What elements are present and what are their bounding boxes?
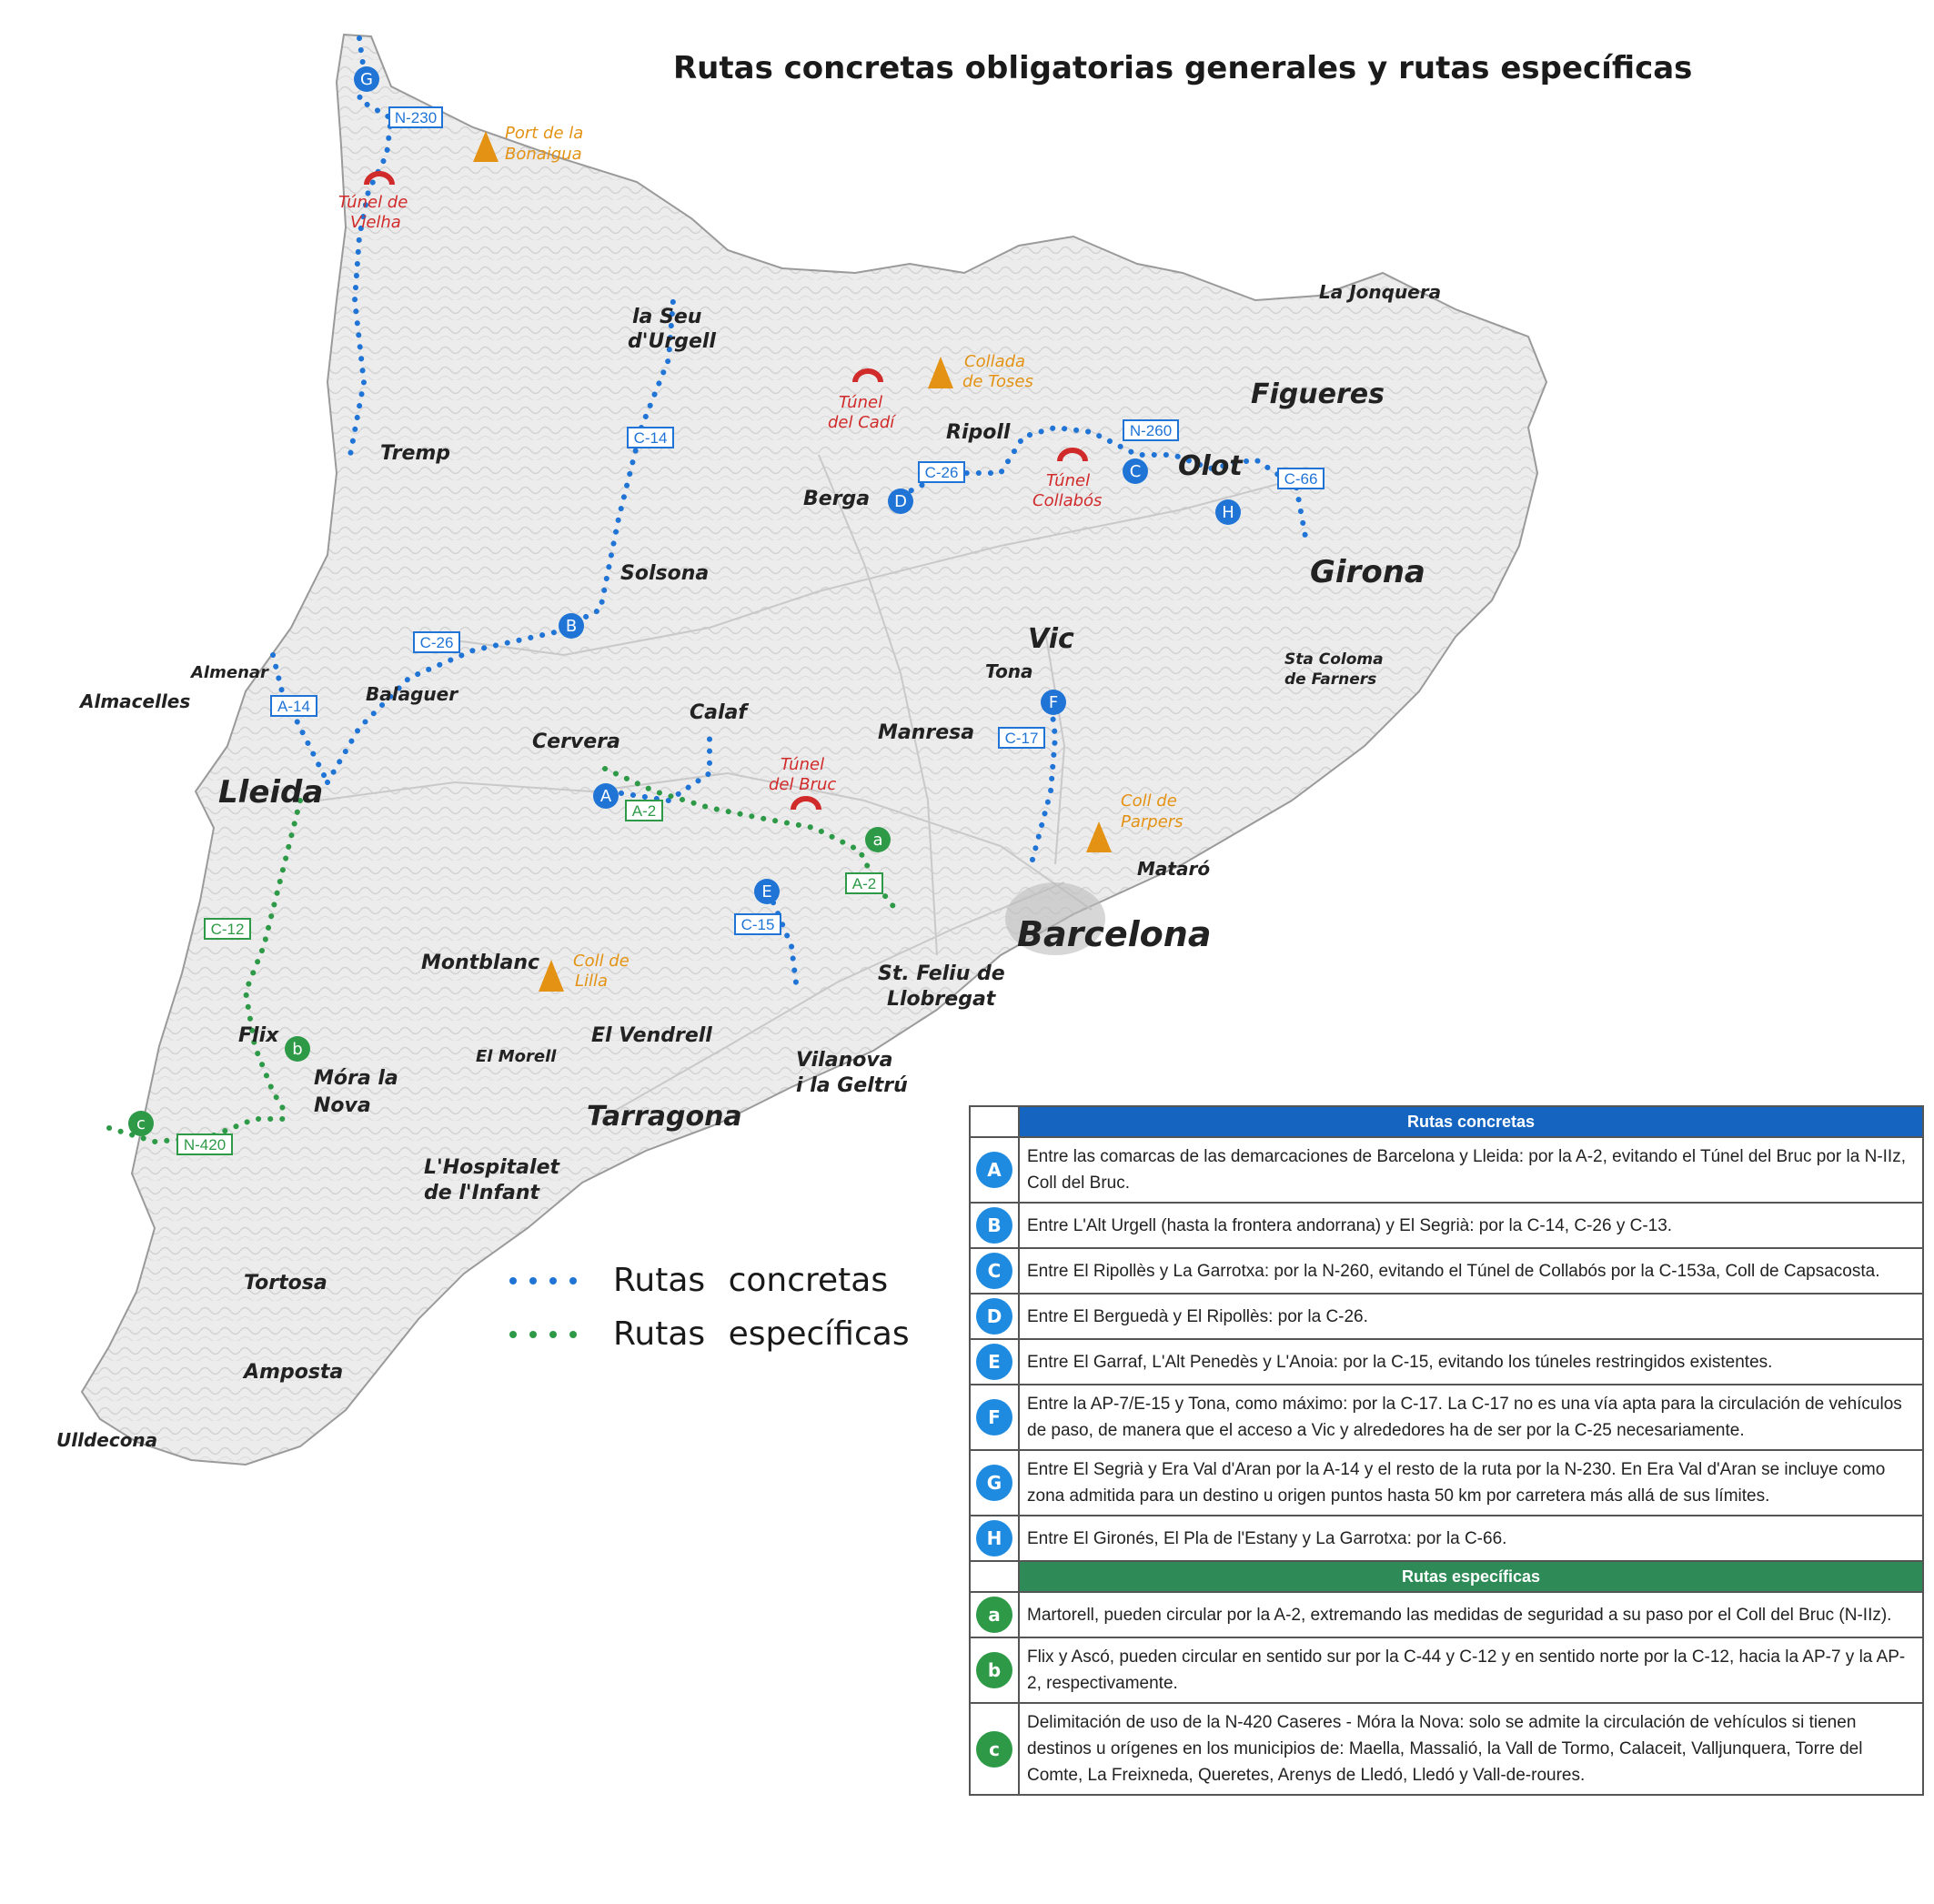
svg-text:D: D xyxy=(894,492,907,511)
shield-c17 xyxy=(999,728,1044,748)
badge-cell xyxy=(970,1516,1019,1561)
table-header-concretas-label: Rutas concretas xyxy=(1019,1106,1923,1137)
label-st-feliu-1: St. Feliu de xyxy=(878,962,1005,985)
table-header-concretas xyxy=(970,1106,1923,1137)
map-badge-b xyxy=(285,1036,310,1062)
shield-c12 xyxy=(205,919,250,939)
svg-text:Collabós: Collabós xyxy=(1032,491,1103,510)
label-mora-2: Nova xyxy=(314,1094,371,1117)
route-badge: a xyxy=(976,1597,1012,1633)
label-figueres: Figueres xyxy=(1251,378,1385,410)
svg-text:N-420: N-420 xyxy=(183,1136,227,1153)
table-row xyxy=(970,1450,1923,1516)
label-ripoll: Ripoll xyxy=(946,421,1011,444)
route-description: Flix y Ascó, pueden circular en sentido sur por la C-44 y C-12 y en sentido norte por la C-12, hacia la AP-7 y la AP-2, respectivamente. xyxy=(1019,1637,1923,1703)
label-amposta: Amposta xyxy=(244,1361,344,1384)
shield-a2-a xyxy=(626,801,662,821)
svg-text:Collada: Collada xyxy=(964,352,1026,371)
map-badge-a xyxy=(865,827,891,852)
svg-text:C-17: C-17 xyxy=(1004,730,1039,747)
label-montblanc: Montblanc xyxy=(421,952,540,974)
svg-text:A-2: A-2 xyxy=(851,875,877,892)
label-almenar: Almenar xyxy=(191,663,268,682)
table-row xyxy=(970,1385,1923,1450)
label-el-vendrell: El Vendrell xyxy=(591,1024,712,1047)
map-badge-H xyxy=(1215,499,1241,525)
badge-cell xyxy=(970,1592,1019,1637)
route-description: Entre El Garraf, L'Alt Penedès y L'Anoia: por la C-15, evitando los túneles restringidos existentes. xyxy=(1019,1339,1923,1385)
shield-c26-b xyxy=(414,632,459,652)
label-el-morell: El Morell xyxy=(476,1047,557,1066)
label-vilanova-1: Vilanova xyxy=(796,1049,893,1072)
label-olot: Olot xyxy=(1178,450,1243,482)
label-tremp: Tremp xyxy=(380,442,451,465)
svg-text:C-14: C-14 xyxy=(633,429,668,447)
table-row xyxy=(970,1294,1923,1339)
label-la-seu-2: d'Urgell xyxy=(628,330,716,353)
label-mataro: Mataró xyxy=(1137,858,1211,880)
svg-text:a: a xyxy=(872,831,883,850)
label-cervera: Cervera xyxy=(532,730,620,753)
table-row xyxy=(970,1339,1923,1385)
svg-text:C-66: C-66 xyxy=(1284,470,1318,488)
svg-text:del Cadí: del Cadí xyxy=(828,413,895,432)
svg-text:A: A xyxy=(599,787,612,806)
label-hospitalet-2: de l'Infant xyxy=(424,1182,540,1204)
label-mora-1: Móra la xyxy=(314,1067,398,1090)
route-badge: F xyxy=(976,1399,1012,1436)
label-ulldecona: Ulldecona xyxy=(56,1429,158,1451)
route-badge: D xyxy=(976,1298,1012,1335)
label-almacelles: Almacelles xyxy=(80,690,191,712)
route-description: Entre L'Alt Urgell (hasta la frontera andorrana) y El Segrià: por la C-14, C-26 y C-13. xyxy=(1019,1203,1923,1248)
label-sta-coloma-1: Sta Coloma xyxy=(1284,650,1384,669)
route-badge: c xyxy=(976,1731,1012,1768)
svg-text:Port de la: Port de la xyxy=(505,124,584,143)
svg-text:C-12: C-12 xyxy=(210,921,245,938)
label-calaf: Calaf xyxy=(690,701,747,724)
routes-table xyxy=(969,1105,1924,1796)
label-la-seu-1: la Seu xyxy=(632,306,702,328)
badge-cell xyxy=(970,1203,1019,1248)
svg-text:Vielha: Vielha xyxy=(350,213,401,232)
legend-concretas-dots xyxy=(509,1277,577,1284)
svg-text:G: G xyxy=(360,70,373,89)
shield-n260 xyxy=(1123,420,1178,440)
svg-text:Bonaigua: Bonaigua xyxy=(505,145,582,164)
svg-text:b: b xyxy=(292,1040,303,1059)
label-solsona: Solsona xyxy=(620,562,710,585)
svg-text:C-26: C-26 xyxy=(419,634,454,651)
badge-cell xyxy=(970,1637,1019,1703)
label-balaguer: Balaguer xyxy=(366,683,458,705)
route-description: Entre El Ripollès y La Garrotxa: por la N-260, evitando el Túnel de Collabós por la C-153a, Coll de Capsacosta. xyxy=(1019,1248,1923,1294)
shield-c15 xyxy=(735,914,781,934)
badge-cell xyxy=(970,1385,1019,1450)
label-st-feliu-2: Llobregat xyxy=(887,988,996,1011)
table-header-especificas xyxy=(970,1561,1923,1592)
map-badge-G xyxy=(354,66,379,92)
map-badge-A xyxy=(593,783,619,809)
shield-a14 xyxy=(271,696,317,716)
route-badge: H xyxy=(976,1520,1012,1556)
map-title: Rutas concretas obligatorias generales y rutas específicas xyxy=(673,50,1693,86)
svg-text:Lilla: Lilla xyxy=(575,972,609,991)
legend-concretas xyxy=(509,1262,888,1299)
table-row xyxy=(970,1637,1923,1703)
map-badge-B xyxy=(559,613,584,639)
label-tortosa: Tortosa xyxy=(244,1272,327,1295)
label-hospitalet-1: L'Hospitalet xyxy=(424,1156,560,1179)
svg-text:del Bruc: del Bruc xyxy=(769,775,837,794)
svg-text:Parpers: Parpers xyxy=(1121,812,1184,831)
label-girona: Girona xyxy=(1310,554,1425,590)
svg-text:N-260: N-260 xyxy=(1129,422,1173,439)
label-flix: Flix xyxy=(238,1024,279,1047)
label-tona: Tona xyxy=(985,660,1033,682)
svg-text:Túnel de: Túnel de xyxy=(338,193,408,212)
legend-especificas-label: Rutas específicas xyxy=(613,1315,910,1353)
table-row xyxy=(970,1203,1923,1248)
label-barcelona: Barcelona xyxy=(1017,914,1212,954)
table-row xyxy=(970,1703,1923,1795)
route-description: Entre la AP-7/E-15 y Tona, como máximo: por la C-17. La C-17 no es una vía apta para la circulación de vehículos de paso, de manera que el acceso a Vic y alrededores ha de ser por la C-25 necesariamente. xyxy=(1019,1385,1923,1450)
table-row xyxy=(970,1248,1923,1294)
svg-text:Túnel: Túnel xyxy=(839,393,883,412)
legend-concretas-label: Rutas concretas xyxy=(613,1262,889,1299)
route-description: Entre las comarcas de las demarcaciones de Barcelona y Lleida: por la A-2, evitando el Túnel del Bruc por la N-IIz, Coll del Bruc. xyxy=(1019,1137,1923,1203)
badge-cell xyxy=(970,1294,1019,1339)
svg-text:A-14: A-14 xyxy=(277,698,310,715)
shield-n230 xyxy=(389,107,442,127)
shield-n420 xyxy=(177,1134,232,1154)
label-vic: Vic xyxy=(1028,623,1074,655)
table-row xyxy=(970,1137,1923,1203)
badge-cell xyxy=(970,1248,1019,1294)
route-badge: G xyxy=(976,1465,1012,1501)
route-description: Entre El Berguedà y El Ripollès: por la C-26. xyxy=(1019,1294,1923,1339)
label-sta-coloma-2: de Farners xyxy=(1284,670,1377,689)
table-row xyxy=(970,1516,1923,1561)
header-spacer xyxy=(970,1106,1019,1137)
badge-cell xyxy=(970,1450,1019,1516)
map-badge-c xyxy=(128,1111,154,1136)
route-badge: b xyxy=(976,1652,1012,1688)
shield-c14 xyxy=(628,428,673,448)
svg-text:Túnel: Túnel xyxy=(1046,471,1091,490)
label-berga: Berga xyxy=(803,488,871,510)
label-lleida: Lleida xyxy=(218,774,324,811)
table-header-especificas-label: Rutas específicas xyxy=(1019,1561,1923,1592)
svg-text:H: H xyxy=(1222,503,1234,522)
svg-text:c: c xyxy=(136,1114,146,1133)
svg-text:E: E xyxy=(761,882,772,902)
svg-text:Coll de: Coll de xyxy=(573,952,630,971)
route-description: Entre El Segrià y Era Val d'Aran por la A-14 y el resto de la ruta por la N-230. En Era Val d'Aran se incluye como zona admitida para un destino u origen puntos hasta 50 km por carretera más allá de sus límites. xyxy=(1019,1450,1923,1516)
table-row xyxy=(970,1592,1923,1637)
route-badge: C xyxy=(976,1253,1012,1289)
label-vilanova-2: i la Geltrú xyxy=(796,1074,908,1097)
legend-especificas xyxy=(509,1315,910,1353)
svg-text:C: C xyxy=(1129,462,1142,481)
route-description: Martorell, pueden circular por la A-2, extremando las medidas de seguridad a su paso por el Coll del Bruc (N-IIz). xyxy=(1019,1592,1923,1637)
route-badge: A xyxy=(976,1152,1012,1188)
svg-text:de Toses: de Toses xyxy=(962,372,1033,391)
map-badge-F xyxy=(1041,690,1066,715)
label-la-jonquera: La Jonquera xyxy=(1319,281,1442,303)
label-manresa: Manresa xyxy=(878,721,975,744)
route-badge: E xyxy=(976,1344,1012,1380)
svg-text:A-2: A-2 xyxy=(631,802,657,820)
svg-text:B: B xyxy=(565,617,578,636)
route-description: Entre El Gironés, El Pla de l'Estany y La Garrotxa: por la C-66. xyxy=(1019,1516,1923,1561)
route-description: Delimitación de uso de la N-420 Caseres - Móra la Nova: solo se admite la circulación de vehículos si tienen destinos u orígenes en los municipios de: Maella, Massalió, la Vall de Tormo, Calaceit, Valljunquera, Torre del Comte, La Freixneda, Queretes, Arenys de Lledó, Lledó y Vall-de-roures. xyxy=(1019,1703,1923,1795)
svg-text:C-15: C-15 xyxy=(740,916,775,933)
shield-c66 xyxy=(1278,468,1324,489)
route-badge: B xyxy=(976,1207,1012,1244)
badge-cell xyxy=(970,1339,1019,1385)
shield-c26-d xyxy=(919,462,964,482)
svg-text:N-230: N-230 xyxy=(394,109,438,126)
map-badge-E xyxy=(754,879,780,904)
badge-cell xyxy=(970,1137,1019,1203)
label-tarragona: Tarragona xyxy=(587,1101,742,1133)
svg-text:F: F xyxy=(1048,693,1059,712)
svg-text:Túnel: Túnel xyxy=(781,755,825,774)
legend-especificas-dots xyxy=(509,1331,577,1338)
svg-text:Coll de: Coll de xyxy=(1121,791,1177,811)
map-badge-C xyxy=(1123,458,1148,484)
shield-a2-b xyxy=(846,873,882,893)
badge-cell xyxy=(970,1703,1019,1795)
svg-text:C-26: C-26 xyxy=(924,464,959,481)
map-badge-D xyxy=(888,489,913,514)
header-spacer xyxy=(970,1561,1019,1592)
